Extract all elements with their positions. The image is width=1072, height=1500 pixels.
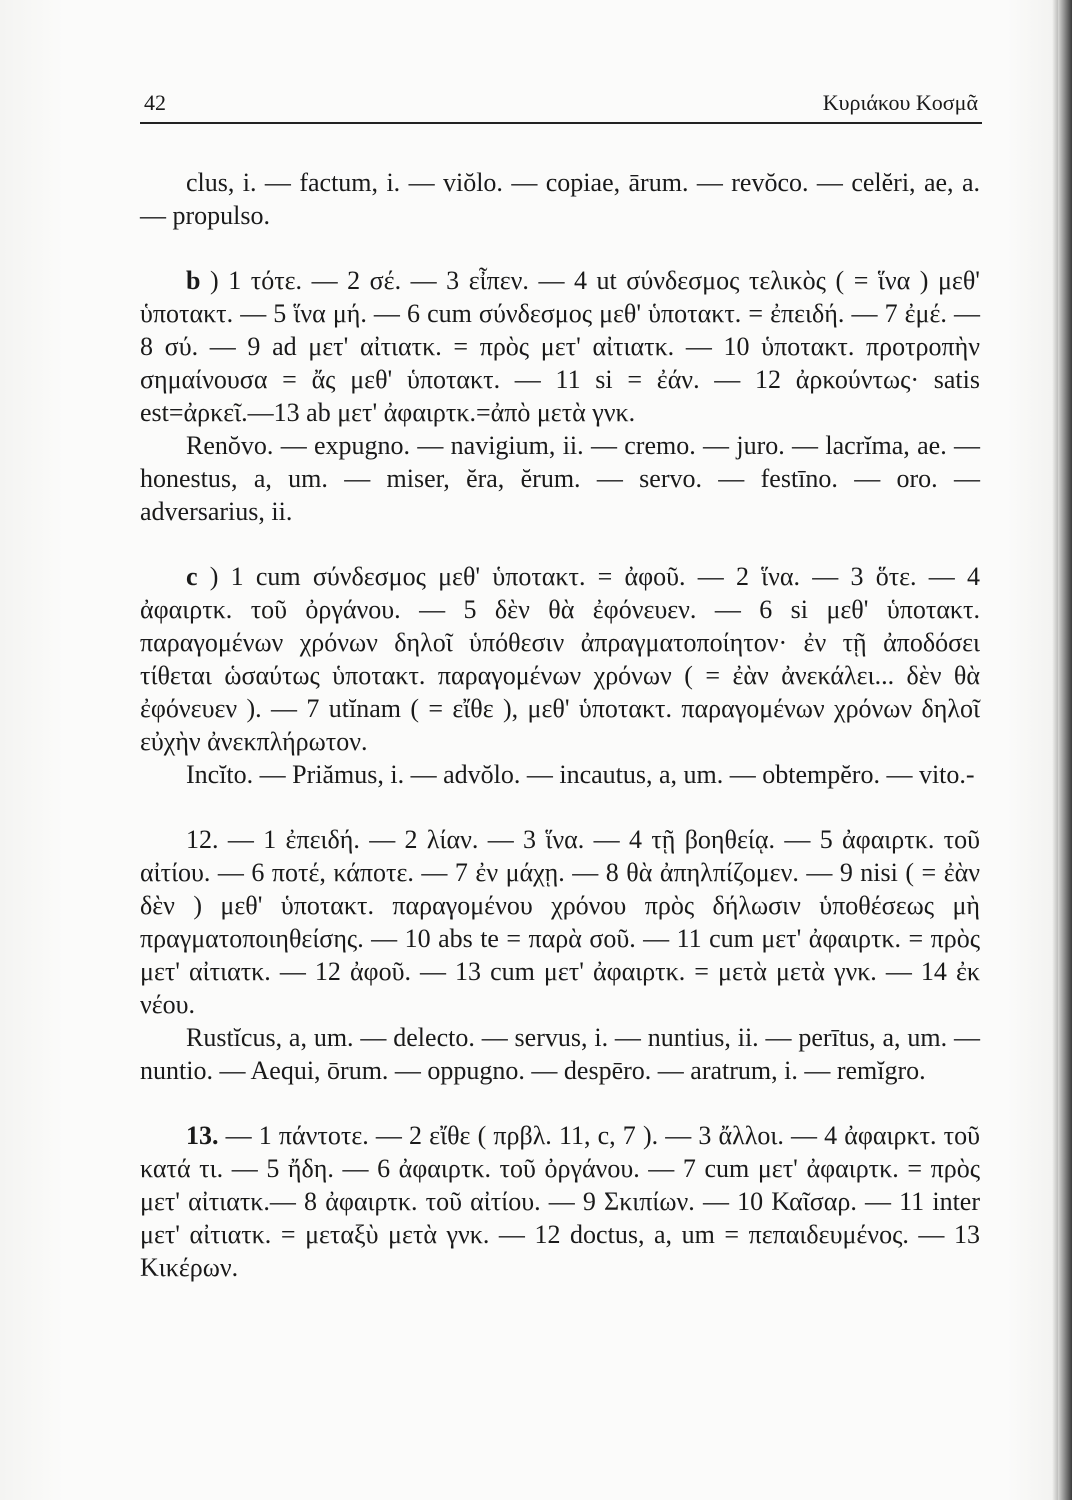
paragraph-text: Rustĭcus, a, um. — delecto. — servus, i. — nuntius, ii. — perītus, a, um. — nuntio. — Aequi, ōrum. — oppugno. — despēro. — aratrum, i. — remĭgro. bbox=[140, 1023, 980, 1085]
paragraph bbox=[140, 264, 980, 429]
paragraph bbox=[140, 166, 980, 232]
paragraph bbox=[140, 758, 980, 791]
section-label: b bbox=[186, 266, 201, 295]
paragraph bbox=[140, 1119, 980, 1284]
paragraph-text: ) 1 τότε. — 2 σέ. — 3 εἶπεν. — 4 ut σύνδεσμος τελικὸς ( = ἵνα ) μεθ' ὑποτακτ. — 5 ἵνα μή. — 6 cum σύνδεσμος μεθ' ὑποτακτ. = ἐπειδή. — 7 ἐμέ. — 8 σύ. — 9 ad μετ' αἰτιατκ. = πρὸς μετ' αἰτιατκ. — 10 ὑποτακτ. προτροπὴν σημαίνουσα = ἄς μεθ' ὑποτακτ. — 11 si = ἐάν. — 12 ἀρκούντως· satis est=ἀρκεῖ.—13 ab μετ' ἀφαιρτκ.=ἀπὸ μετὰ γνκ. bbox=[140, 266, 980, 427]
page-edge bbox=[1058, 0, 1072, 1500]
section-b bbox=[140, 264, 980, 528]
paragraph-text: Incĭto. — Priămus, i. — advŏlo. — incautus, a, um. — obtempĕro. — vito.- bbox=[186, 760, 975, 789]
paragraph bbox=[140, 560, 980, 758]
paragraph-text: Renŏvo. — expugno. — navigium, ii. — cremo. — juro. — lacrĭma, ae. — honestus, a, um. — miser, ĕra, ĕrum. — servo. — festīno. — oro. — adversarius, ii. bbox=[140, 431, 980, 526]
section-label: 13. bbox=[186, 1121, 219, 1150]
paragraph-text: 12. — 1 ἐπειδή. — 2 λίαν. — 3 ἵνα. — 4 τῇ βοηθείᾳ. — 5 ἀφαιρτκ. τοῦ αἰτίου. — 6 ποτέ, κάποτε. — 7 ἐν μάχῃ. — 8 θὰ ἀπηλπίζομεν. — 9 nisi ( = ἐὰν δὲν ) μεθ' ὑποτακτ. παραγομένου χρόνου πρὸς δήλωσιν ὑποθέσεως μὴ πραγματοποιηθείσης. — 10 abs te = παρὰ σοῦ. — 11 cum μετ' ἀφαιρτκ. = πρὸς μετ' αἰτιατκ. — 12 ἀφοῦ. — 13 cum μετ' ἀφαιρτκ. = μετὰ μετὰ γνκ. — 14 ἐκ νέου. bbox=[140, 825, 980, 1019]
paragraph bbox=[140, 429, 980, 528]
running-head: Κυριάκου Κοσμᾶ bbox=[822, 90, 978, 115]
paragraph bbox=[140, 823, 980, 1021]
section-intro bbox=[140, 166, 980, 232]
paragraph bbox=[140, 1021, 980, 1087]
paragraph-text: — 1 πάντοτε. — 2 εἴθε ( πρβλ. 11, c, 7 ). — 3 ἄλλοι. — 4 ἀφαιρκτ. τοῦ κατά τι. — 5 ἤδη. — 6 ἀφαιρτκ. τοῦ ὀργάνου. — 7 cum μετ' ἀφαιρτκ. = πρὸς μετ' αἰτιατκ.— 8 ἀφαιρτκ. τοῦ αἰτίου. — 9 Σκιπίων. — 10 Καῖσαρ. — 11 inter μετ' αἰτιατκ. = μεταξὺ μετὰ γνκ. — 12 doctus, a, um = πεπαιδευμένος. — 13 Κικέρων. bbox=[140, 1121, 980, 1282]
paragraph-text: ) 1 cum σύνδεσμος μεθ' ὑποτακτ. = ἀφοῦ. — 2 ἵνα. — 3 ὅτε. — 4 ἀφαιρτκ. τοῦ ὀργάνου. — 5 δὲν θὰ ἐφόνευεν. — 6 si μεθ' ὑποτακτ. παραγομένων χρόνων δηλοῖ ὑπόθεσιν ἀπραγματοποίητον· ἐν τῇ ἀποδόσει τίθεται ὡσαύτως ὑποτακτ. παραγομένων χρόνων ( = ἐὰν ἀνεκάλει... δὲν θὰ ἐφόνευεν ). — 7 utĭnam ( = εἴθε ), μεθ' ὑποτακτ. παραγομένων χρόνων δηλοῖ εὐχὴν ἀνεκπλήρωτον. bbox=[140, 562, 980, 756]
section-12 bbox=[140, 823, 980, 1087]
paragraph-text: clus, i. — factum, i. — viŏlo. — copiae, ārum. — revŏco. — celĕri, ae, a. — propulso. bbox=[140, 168, 980, 230]
section-label: c bbox=[186, 562, 198, 591]
section-c bbox=[140, 560, 980, 791]
page-body bbox=[140, 166, 980, 1284]
section-13 bbox=[140, 1119, 980, 1284]
page-header bbox=[140, 86, 982, 124]
page-number: 42 bbox=[144, 90, 166, 115]
